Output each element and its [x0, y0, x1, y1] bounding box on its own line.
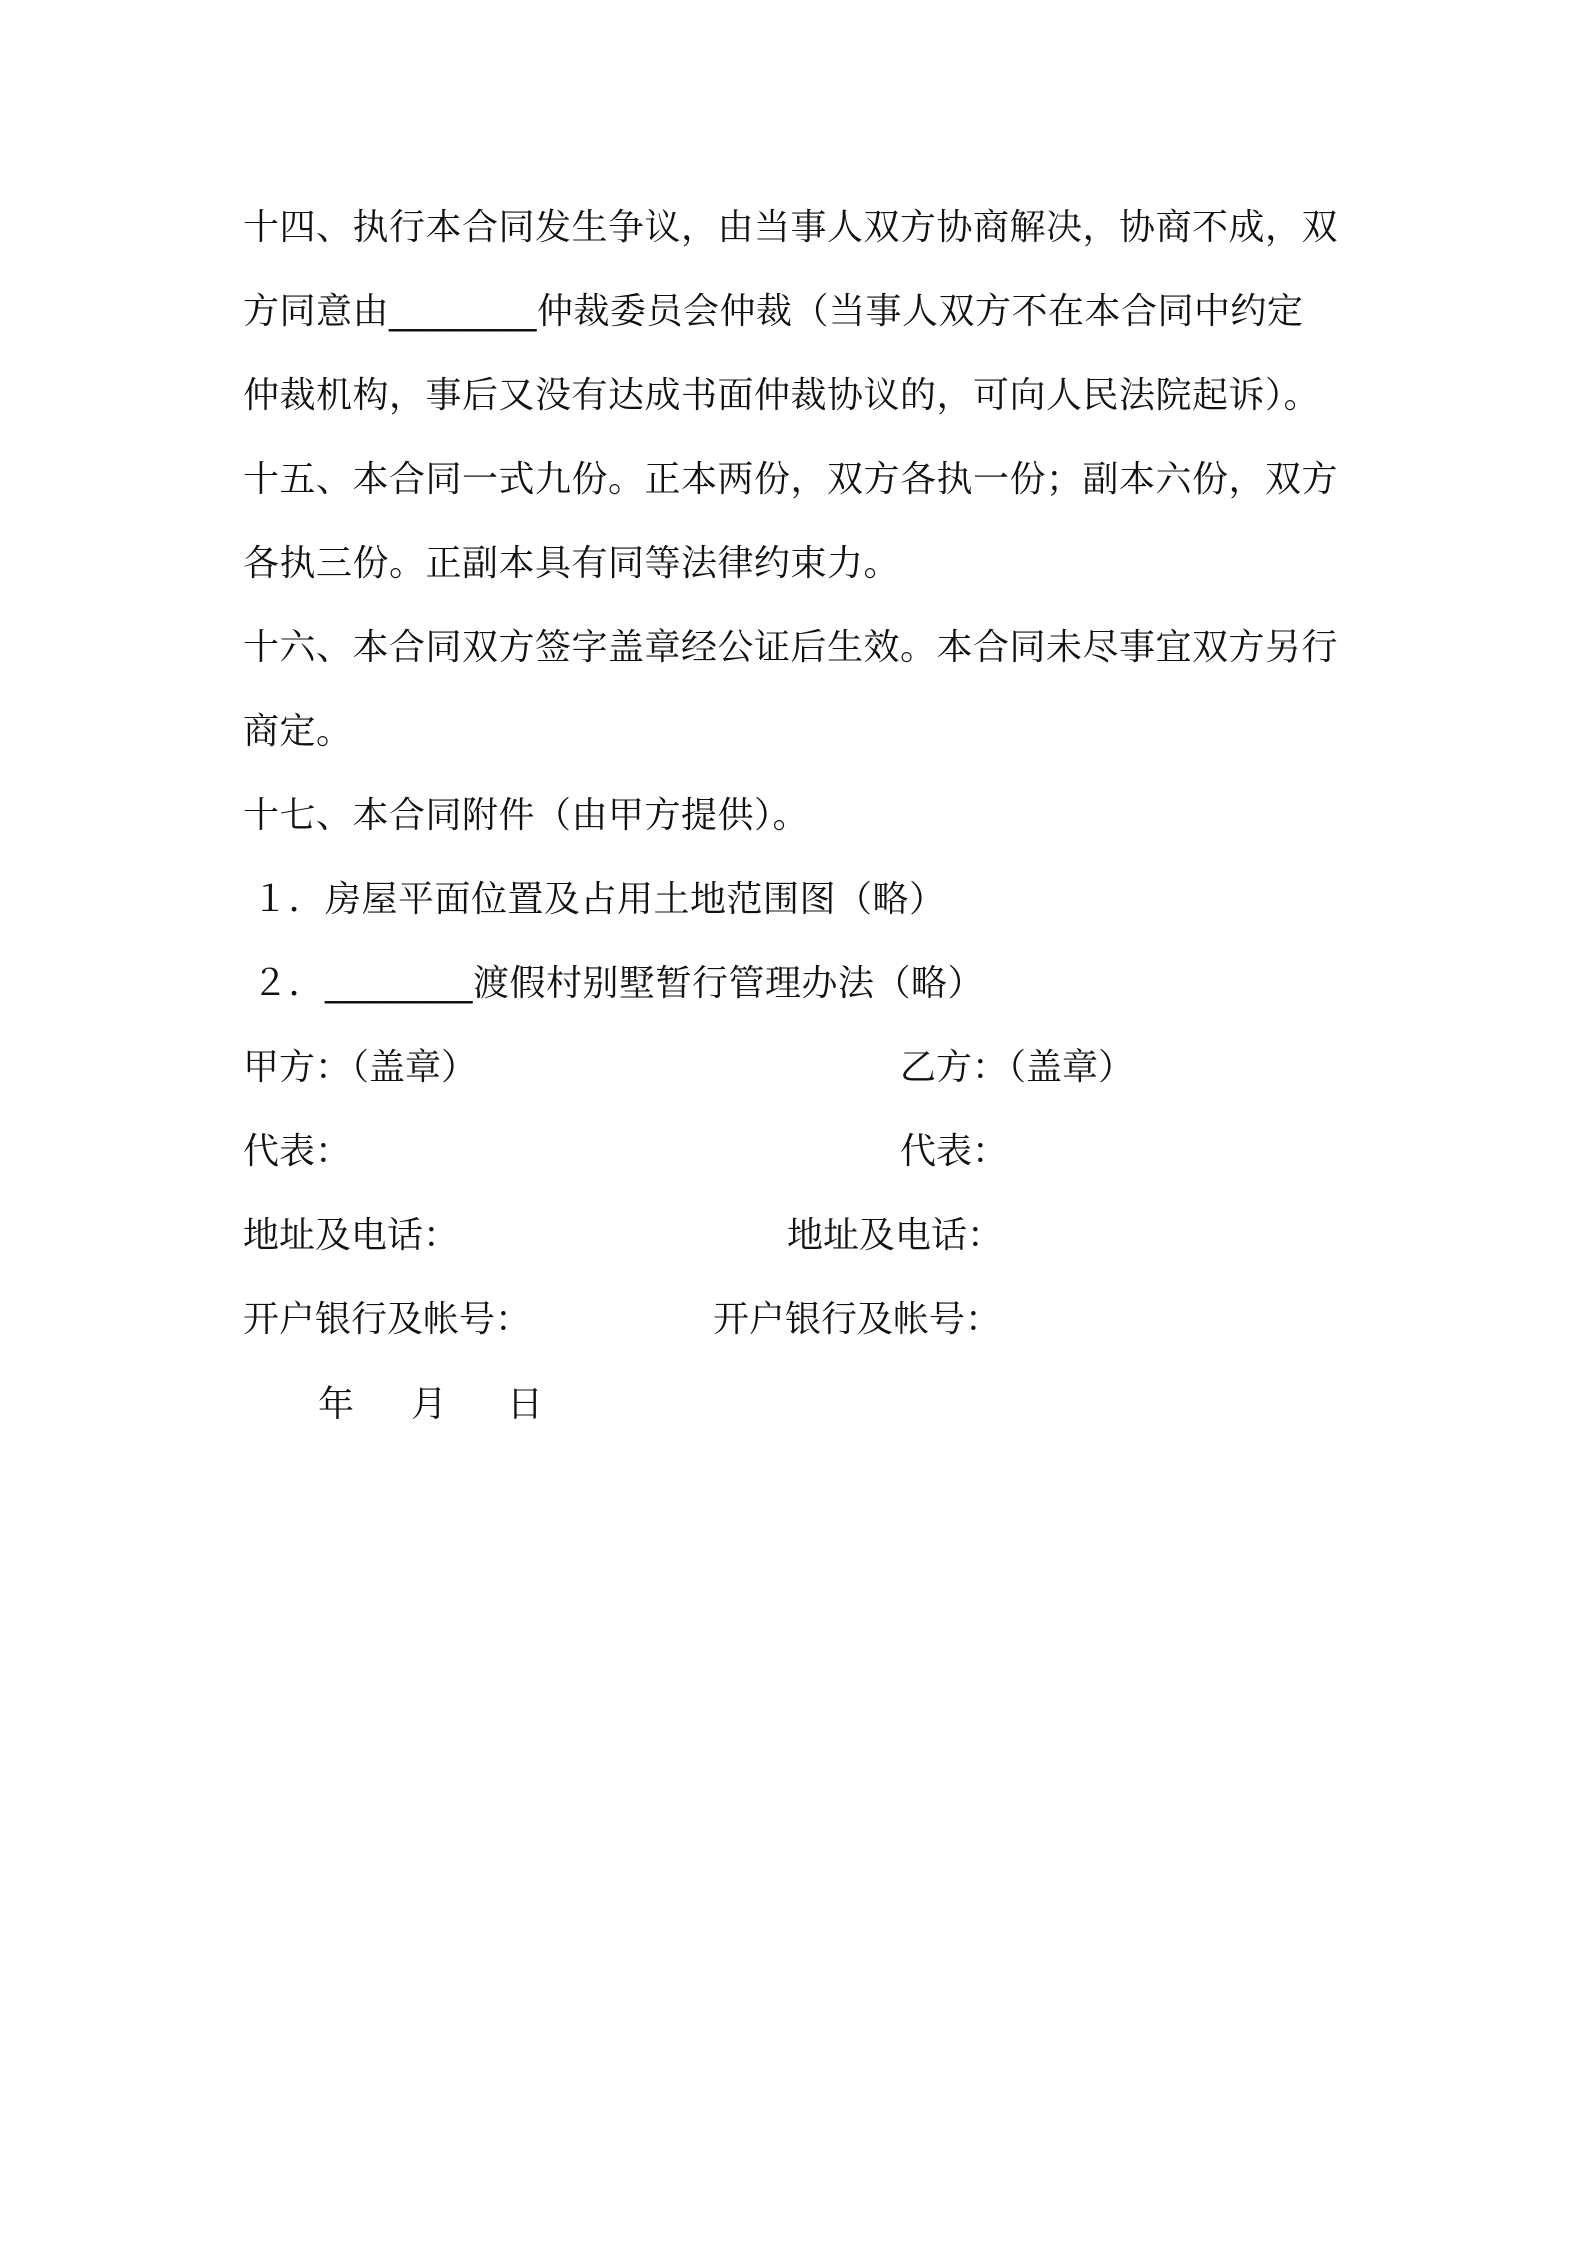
date-year-label: 年	[318, 1384, 355, 1425]
party-b-address-label: 地址及电话：	[787, 1215, 1004, 1256]
date-month-label: 月	[411, 1384, 448, 1425]
date-day-label: 日	[507, 1384, 544, 1425]
attachment-1: １．房屋平面位置及占用土地范围图（略）	[252, 879, 946, 920]
party-a-bank-label: 开户银行及帐号：	[243, 1299, 532, 1340]
attachment-2: ２．________渡假村别墅暂行管理办法（略）	[252, 963, 985, 1004]
clause-16-line-2: 商定。	[243, 711, 353, 752]
clause-16-line-1: 十六、本合同双方签字盖章经公证后生效。本合同未尽事宜双方另行	[243, 627, 1339, 668]
party-a-representative-label: 代表：	[243, 1131, 352, 1172]
party-a-seal-label: 甲方：（盖章）	[243, 1047, 478, 1088]
clause-15-line-2: 各执三份。正副本具有同等法律约束力。	[243, 543, 901, 584]
clause-14-line-3: 仲裁机构，事后又没有达成书面仲裁协议的，可向人民法院起诉）。	[243, 375, 1321, 416]
party-b-representative-label: 代表：	[900, 1131, 1009, 1172]
clause-14-line-2: 方同意由________仲裁委员会仲裁（当事人双方不在本合同中约定	[243, 291, 1304, 332]
party-b-seal-label: 乙方：（盖章）	[900, 1047, 1135, 1088]
party-b-bank-label: 开户银行及帐号：	[713, 1299, 1002, 1340]
clause-17-heading: 十七、本合同附件（由甲方提供）。	[243, 795, 810, 836]
clause-14-line-1: 十四、执行本合同发生争议，由当事人双方协商解决，协商不成，双	[243, 207, 1339, 248]
party-a-address-label: 地址及电话：	[243, 1215, 460, 1256]
clause-15-line-1: 十五、本合同一式九份。正本两份，双方各执一份；副本六份，双方	[243, 459, 1339, 500]
